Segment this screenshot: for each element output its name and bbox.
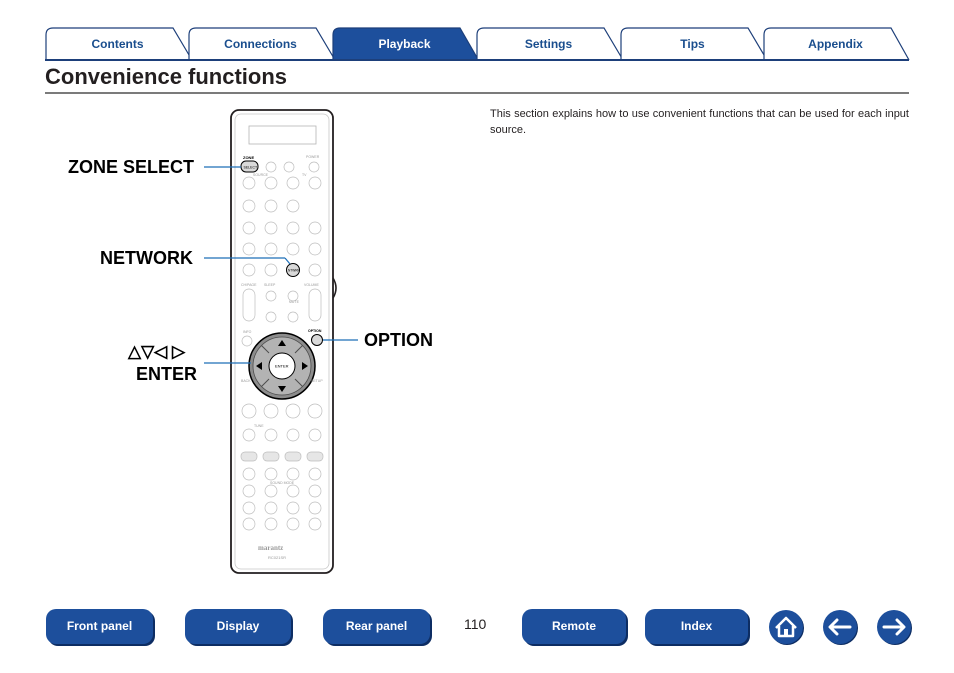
setup-label: SETUP: [311, 379, 323, 383]
remote-small-button: [266, 312, 276, 322]
sound-mode-label: SOUND MODE: [270, 481, 295, 485]
display-button[interactable]: [185, 609, 291, 644]
remote-small-button: [284, 162, 294, 172]
front-panel-button[interactable]: [46, 609, 153, 644]
remote-small-button: [266, 291, 276, 301]
source-label: SOURCE: [253, 173, 268, 177]
tab-label: Settings: [524, 37, 573, 51]
select-label: SELECT: [243, 165, 258, 170]
remote-button[interactable]: [522, 609, 626, 644]
volume-rocker: [309, 289, 321, 321]
page-title: Convenience functions: [45, 64, 288, 89]
rear-panel-label: Rear panel: [345, 619, 408, 633]
forward-button[interactable]: [876, 609, 912, 645]
home-button[interactable]: [768, 609, 804, 645]
zone-label: ZONE: [243, 155, 255, 160]
tab-label: Playback: [378, 37, 431, 51]
mute-button: [288, 312, 298, 322]
ch-page-rocker: [243, 289, 255, 321]
tune-label: TUNE: [254, 424, 264, 428]
remote-small-button: [309, 177, 321, 189]
tab-label: Contents: [91, 37, 144, 51]
page-number: 110: [464, 616, 487, 632]
brand-logo: marantz: [258, 544, 284, 552]
model-label: RC021SR: [268, 555, 287, 560]
remote-small-button: [266, 162, 276, 172]
forward-arrow-icon: [876, 609, 914, 647]
remote-display-window: [249, 126, 316, 144]
intro-paragraph: This section explains how to use convenient functions that can be used for each input source.: [490, 108, 909, 136]
info-button: [242, 336, 252, 346]
network-callout: NETWORK: [100, 248, 193, 268]
front-panel-label: Front panel: [66, 619, 133, 633]
remote-small-button: [287, 177, 299, 189]
rear-panel-button[interactable]: [323, 609, 430, 644]
mute-label: MUTE: [289, 300, 299, 304]
network-button-label: NTWRK: [288, 268, 300, 273]
ch-page-label: CH/PAGE: [241, 283, 257, 287]
option-button: [312, 335, 323, 346]
tv-label: TV: [302, 173, 307, 177]
power-button: [309, 162, 319, 172]
back-button[interactable]: [822, 609, 858, 645]
back-arrow-icon: [822, 609, 860, 647]
remote-small-button: [265, 177, 277, 189]
index-button[interactable]: [645, 609, 748, 644]
tab-label: Appendix: [808, 37, 863, 51]
zone-select-callout: ZONE SELECT: [68, 157, 195, 177]
enter-button-label: ENTER: [275, 363, 289, 369]
home-icon: [768, 609, 806, 647]
enter-callout: ENTER: [136, 364, 198, 384]
remote-small-button: [243, 177, 255, 189]
tab-label: Connections: [224, 37, 297, 51]
display-label: Display: [216, 619, 260, 633]
info-label: INFO: [243, 330, 252, 334]
sleep-label: SLEEP: [264, 283, 276, 287]
option-button-label: OPTION: [308, 329, 322, 333]
cursor-arrows-callout: △▽◁ ▷: [128, 342, 186, 361]
tab-label: Tips: [680, 37, 705, 51]
power-label: POWER: [306, 155, 320, 159]
back-label: BACK: [241, 379, 251, 383]
option-callout: OPTION: [364, 330, 434, 350]
volume-label: VOLUME: [304, 283, 319, 287]
remote-label: Remote: [551, 619, 596, 633]
index-label: Index: [680, 619, 713, 633]
